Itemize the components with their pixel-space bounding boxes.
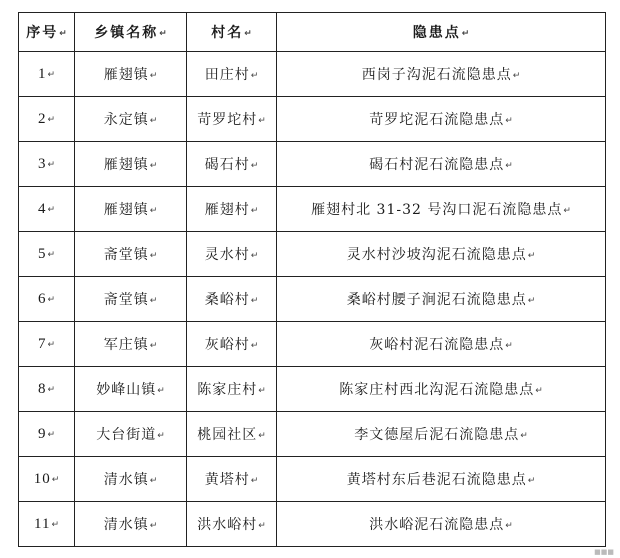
cell-serial-number-text: 10 [33, 470, 51, 487]
cell-hazard-point [277, 367, 606, 412]
cell-serial-number-text: 8 [37, 380, 47, 397]
paragraph-mark-icon: ↵ [258, 386, 266, 396]
cell-serial-number-text: 2 [37, 110, 47, 127]
paragraph-mark-icon: ↵ [527, 251, 536, 261]
cell-town-name-text: 军庄镇 [103, 337, 149, 353]
table-row [19, 97, 606, 142]
cell-hazard-point-text: 苛罗坨泥石流隐患点 [369, 112, 505, 128]
cell-village-name [187, 457, 277, 502]
cell-village-name-text: 雁翅村 [204, 202, 250, 218]
table-row [19, 502, 606, 547]
paragraph-mark-icon: ↵ [250, 206, 259, 216]
cell-serial-number [19, 97, 75, 142]
paragraph-mark-icon: ↵ [505, 116, 513, 126]
table-row [19, 232, 606, 277]
header-village-name: 村名↵ [187, 13, 277, 52]
table-body [19, 52, 606, 547]
cell-town-name-text: 清水镇 [103, 517, 149, 533]
paragraph-mark-icon: ↵ [527, 476, 536, 486]
corner-watermark: ■■■ [594, 548, 614, 556]
cell-serial-number [19, 322, 75, 367]
cell-village-name [187, 367, 277, 412]
cell-town-name [75, 232, 187, 277]
paragraph-mark-icon: ↵ [505, 341, 513, 351]
cell-village-name [187, 232, 277, 277]
paragraph-mark-icon: ↵ [149, 296, 158, 306]
paragraph-mark-icon: ↵ [47, 69, 56, 80]
cell-serial-number-text: 4 [37, 200, 47, 217]
table-row [19, 412, 606, 457]
cell-village-name [187, 187, 277, 232]
cell-town-name [75, 97, 187, 142]
cell-town-name [75, 502, 187, 547]
table-row [19, 52, 606, 97]
paragraph-mark-icon: ↵ [149, 476, 158, 486]
paragraph-mark-icon: ↵ [258, 431, 266, 441]
paragraph-mark-icon: ↵ [47, 429, 56, 440]
cell-village-name-text: 灵水村 [204, 247, 250, 263]
cell-village-name [187, 502, 277, 547]
cell-village-name-text: 灰峪村 [204, 337, 250, 353]
paragraph-mark-icon: ↵ [250, 71, 259, 81]
cell-town-name [75, 322, 187, 367]
cell-village-name [187, 412, 277, 457]
table-row [19, 367, 606, 412]
cell-town-name [75, 367, 187, 412]
paragraph-mark-icon: ↵ [47, 114, 56, 125]
cell-serial-number-text: 1 [37, 65, 47, 82]
cell-town-name [75, 52, 187, 97]
header-town-name: 乡镇名称↵ [75, 13, 187, 52]
paragraph-mark-icon: ↵ [149, 251, 158, 261]
paragraph-mark-icon: ↵ [149, 161, 158, 171]
cell-hazard-point [277, 142, 606, 187]
cell-hazard-point [277, 502, 606, 547]
cell-hazard-point-text: 灰峪村泥石流隐患点 [369, 337, 505, 353]
cell-serial-number-text: 9 [37, 425, 47, 442]
paragraph-mark-icon: ↵ [250, 476, 259, 486]
cell-town-name-text: 清水镇 [103, 472, 149, 488]
paragraph-mark-icon: ↵ [149, 521, 158, 531]
cell-town-name-text: 永定镇 [103, 112, 149, 128]
cell-village-name-text: 洪水峪村 [197, 517, 258, 533]
cell-town-name-text: 雁翅镇 [103, 67, 149, 83]
cell-hazard-point-text: 洪水峪泥石流隐患点 [369, 517, 505, 533]
cell-hazard-point [277, 277, 606, 322]
paragraph-mark-icon: ↵ [47, 159, 56, 170]
paragraph-mark-icon: ↵ [51, 474, 60, 485]
cell-village-name-text: 陈家庄村 [197, 382, 258, 398]
paragraph-mark-icon: ↵ [250, 161, 259, 171]
cell-hazard-point [277, 232, 606, 277]
cell-village-name-text: 黄塔村 [204, 472, 250, 488]
cell-hazard-point [277, 322, 606, 367]
paragraph-mark-icon: ↵ [159, 29, 167, 39]
cell-serial-number [19, 367, 75, 412]
table-header-row [19, 13, 606, 52]
header-hazard-point: 隐患点↵ [277, 13, 606, 52]
paragraph-mark-icon: ↵ [527, 296, 536, 306]
paragraph-mark-icon: ↵ [47, 384, 56, 395]
cell-village-name-text: 碣石村 [204, 157, 250, 173]
cell-village-name-text: 桃园社区 [197, 427, 258, 443]
paragraph-mark-icon: ↵ [250, 296, 259, 306]
cell-village-name [187, 97, 277, 142]
cell-village-name [187, 52, 277, 97]
paragraph-mark-icon: ↵ [244, 29, 252, 39]
cell-serial-number [19, 412, 75, 457]
cell-village-name-text: 苛罗坨村 [197, 112, 258, 128]
cell-serial-number-text: 11 [34, 515, 51, 532]
cell-hazard-point [277, 52, 606, 97]
cell-serial-number [19, 277, 75, 322]
cell-serial-number [19, 502, 75, 547]
paragraph-mark-icon: ↵ [250, 251, 259, 261]
cell-village-name-text: 桑峪村 [204, 292, 250, 308]
cell-town-name-text: 斋堂镇 [103, 292, 149, 308]
cell-village-name [187, 322, 277, 367]
cell-village-name-text: 田庄村 [204, 67, 250, 83]
cell-town-name [75, 142, 187, 187]
cell-hazard-point [277, 97, 606, 142]
cell-village-name [187, 277, 277, 322]
table-row [19, 187, 606, 232]
cell-serial-number-text: 6 [37, 290, 47, 307]
paragraph-mark-icon: ↵ [535, 386, 543, 396]
cell-hazard-point-text: 桑峪村腰子涧泥石流隐患点 [346, 292, 527, 308]
hazard-points-table [18, 12, 606, 547]
cell-serial-number [19, 52, 75, 97]
cell-town-name [75, 277, 187, 322]
paragraph-mark-icon: ↵ [505, 521, 513, 531]
cell-hazard-point-text: 雁翅村北 31-32 号沟口泥石流隐患点 [311, 202, 563, 218]
cell-serial-number-text: 3 [37, 155, 47, 172]
cell-hazard-point-text: 西岗子沟泥石流隐患点 [361, 67, 512, 83]
cell-town-name [75, 457, 187, 502]
cell-town-name [75, 412, 187, 457]
cell-village-name [187, 142, 277, 187]
cell-town-name-text: 雁翅镇 [103, 202, 149, 218]
cell-town-name-text: 妙峰山镇 [96, 382, 157, 398]
cell-hazard-point-text: 碣石村泥石流隐患点 [369, 157, 505, 173]
paragraph-mark-icon: ↵ [47, 204, 56, 215]
paragraph-mark-icon: ↵ [157, 431, 165, 441]
paragraph-mark-icon: ↵ [258, 116, 266, 126]
table-row [19, 277, 606, 322]
cell-serial-number-text: 7 [37, 335, 47, 352]
paragraph-mark-icon: ↵ [149, 341, 158, 351]
cell-hazard-point [277, 457, 606, 502]
paragraph-mark-icon: ↵ [520, 431, 528, 441]
cell-serial-number [19, 457, 75, 502]
cell-serial-number [19, 187, 75, 232]
cell-town-name [75, 187, 187, 232]
paragraph-mark-icon: ↵ [51, 519, 59, 530]
paragraph-mark-icon: ↵ [258, 521, 266, 531]
cell-town-name-text: 雁翅镇 [103, 157, 149, 173]
cell-hazard-point-text: 陈家庄村西北沟泥石流隐患点 [339, 382, 535, 398]
paragraph-mark-icon: ↵ [461, 29, 470, 39]
paragraph-mark-icon: ↵ [47, 339, 56, 350]
paragraph-mark-icon: ↵ [59, 29, 67, 39]
cell-serial-number [19, 142, 75, 187]
paragraph-mark-icon: ↵ [47, 294, 56, 305]
cell-serial-number [19, 232, 75, 277]
header-serial-number: 序号↵ [19, 13, 75, 52]
cell-town-name-text: 大台街道 [96, 427, 157, 443]
cell-hazard-point-text: 黄塔村东后巷泥石流隐患点 [346, 472, 527, 488]
paragraph-mark-icon: ↵ [512, 71, 521, 81]
paragraph-mark-icon: ↵ [149, 71, 158, 81]
paragraph-mark-icon: ↵ [563, 206, 571, 216]
cell-hazard-point [277, 187, 606, 232]
cell-serial-number-text: 5 [37, 245, 47, 262]
table-row [19, 322, 606, 367]
cell-town-name-text: 斋堂镇 [103, 247, 149, 263]
paragraph-mark-icon: ↵ [47, 249, 56, 260]
cell-hazard-point-text: 李文德屋后泥石流隐患点 [354, 427, 520, 443]
paragraph-mark-icon: ↵ [149, 116, 158, 126]
cell-hazard-point-text: 灵水村沙坡沟泥石流隐患点 [346, 247, 527, 263]
paragraph-mark-icon: ↵ [505, 161, 513, 171]
paragraph-mark-icon: ↵ [149, 206, 158, 216]
paragraph-mark-icon: ↵ [157, 386, 165, 396]
paragraph-mark-icon: ↵ [250, 341, 259, 351]
table-row [19, 142, 606, 187]
cell-hazard-point [277, 412, 606, 457]
table-row [19, 457, 606, 502]
